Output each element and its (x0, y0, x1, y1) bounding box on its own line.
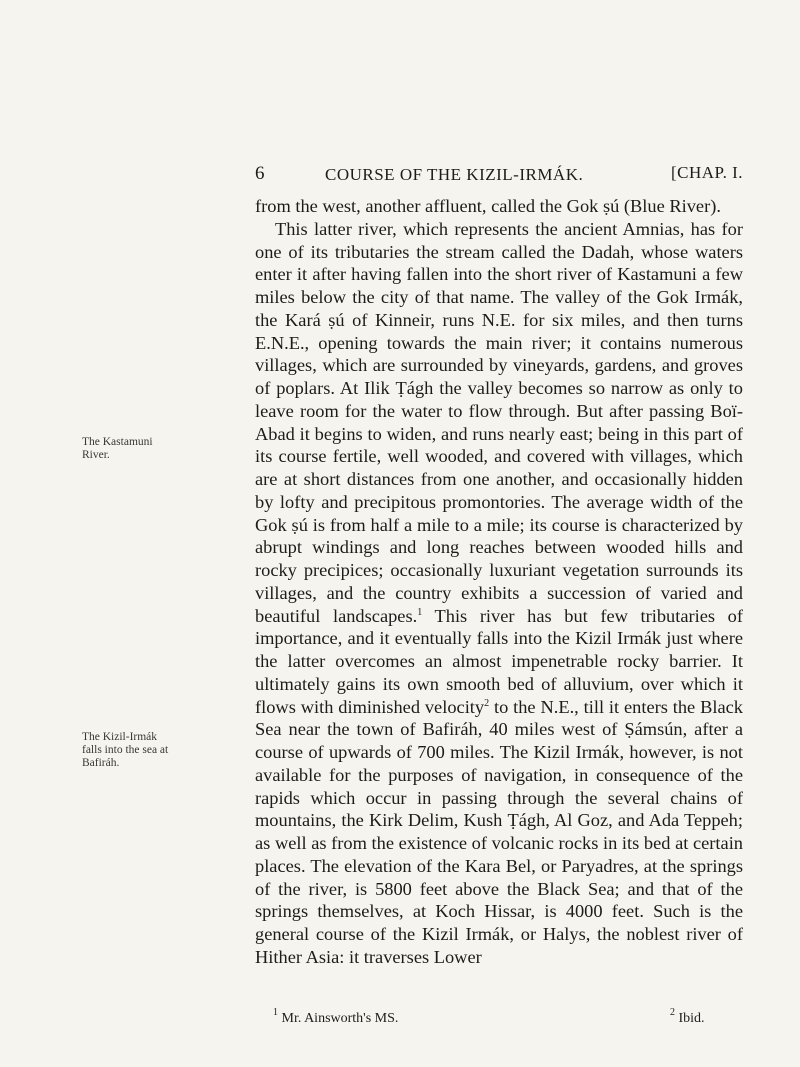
page-number: 6 (255, 163, 265, 184)
footnote-1: $^1$ Mr. Ainsworth's MS. (273, 1007, 399, 1026)
margin-note-bafirah: The Kizil-Irmák falls into the sea at Bafiráh. (82, 731, 169, 769)
footnotes (255, 1007, 743, 1029)
page-header (255, 163, 743, 189)
footnote-2: $^2$ Ibid. (670, 1007, 705, 1026)
margin-note-kastamuni: The Kastamuni River. (82, 436, 153, 461)
footnote-ref: 2 (484, 697, 490, 709)
paragraph-text: This latter river, which represents the ancient Amnias, has for one of its tributaries the stream called the Dadah, whose waters enter it after having fallen into the short river of Kastamuni a few miles below the city of that name. The valley of the Gok Irmák, the Kará ṣú of Kinneir, runs N.E. for six miles, and then turns E.N.E., opening towards the main river; it contains numerous villages, which are surrounded by vineyards, gardens, and groves of poplars. At Ilik Ṭágh the valley becomes so narrow as only to leave room for the water to flow through. But after passing Boï-Abad it begins to widen, and runs nearly east; being in this part of its course fertile, well wooded, and covered with villages, which are at short distances from one another, and occasionally hidden by lofty and precipitous promontories. The average width of the Gok ṣú is from half a mile to a mile; its course is characterized by abrupt windings and long reaches between wooded hills and rocky precipices; occasionally luxuriant vegetation surrounds its villages, and the country exhibits a succession of varied and beautiful landscapes. (255, 218, 743, 626)
body-text (255, 195, 743, 969)
paragraph (255, 218, 743, 969)
running-title: COURSE OF THE KIZIL-IRMÁK. (325, 165, 584, 184)
paragraph: from the west, another affluent, called the Gok ṣú (Blue River). (255, 196, 721, 216)
paragraph-text: to the N.E., till it enters the Black Sea near the town of Bafiráh, 40 miles west of Ṣámsún, after a course of upwards of 700 miles. The Kizil Irmák, however, is not available for the purposes of navigation, in consequence of the rapids which occur in passing through the several chains of mountains, the Kirk Delim, Kush Ṭágh, Al Goz, and Ada Teppeh; as well as from the existence of volcanic rocks in its bed at certain places. The elevation of the Kara Bel, or Paryadres, at the springs of the river, is 5800 feet above the Black Sea; and that of the springs themselves, at Koch Hissar, is 4000 feet. Such is the general course of the Kizil Irmák, or Halys, the noblest river of Hither Asia: it traverses Lower (255, 696, 743, 967)
paragraph-text: This river has but few tributaries of importance, and it eventually falls into the Kizil Irmák just where the latter overcomes an almost impenetrable rocky barrier. It ultimately gains its own smooth bed of alluvium, over which it flows with diminished velocity (255, 605, 743, 717)
footnote-ref: 1 (417, 606, 423, 618)
chapter-label: [CHAP. I. (670, 163, 743, 182)
